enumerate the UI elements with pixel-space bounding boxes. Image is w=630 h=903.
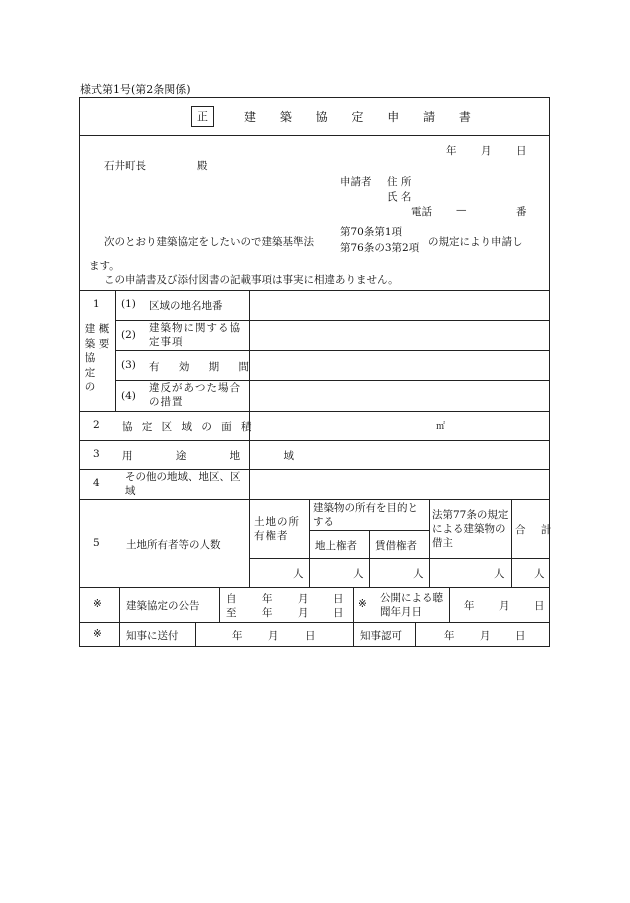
send-month: 月 — [268, 630, 279, 642]
row2-label: 建築物に関する協定事項 — [149, 322, 241, 348]
row4-label: 違反があつた場合の措置 — [149, 382, 241, 408]
row2-num: (2) — [121, 329, 136, 341]
unit-lease: 人 — [413, 568, 424, 580]
section3-label: 用 途 地 域 — [122, 450, 315, 462]
section1-vertical-col2: 概 要 — [98, 323, 110, 350]
form-number: 様式第1号(第2条関係) — [80, 83, 191, 96]
hearing-year: 年 — [464, 600, 475, 612]
section3-number: 3 — [93, 448, 100, 460]
notice-from: 自 — [226, 593, 237, 605]
to-year: 年 — [262, 607, 273, 619]
page-title: 建 築 協 定 申 請 書 — [244, 110, 481, 124]
date-year: 年 — [446, 145, 457, 157]
row4-num: (4) — [121, 390, 136, 402]
section4-number: 4 — [93, 477, 100, 489]
from-day: 日 — [333, 593, 344, 605]
address-label: 住 所 — [387, 176, 412, 188]
send-day: 日 — [305, 630, 316, 642]
approval-day: 日 — [515, 630, 526, 642]
addressee: 石井町長 — [104, 160, 146, 172]
section5-number: 5 — [93, 537, 100, 549]
body-cont: ます。 — [89, 260, 120, 272]
phone-dash: — — [456, 204, 467, 216]
section1-vertical-col1: 建 築 協 定 の — [84, 323, 96, 393]
from-month: 月 — [298, 593, 309, 605]
hearing-mark: ※ — [358, 598, 367, 610]
phone-ban: 番 — [516, 206, 527, 218]
section2-label: 協 定 区 域 の 面 積 — [122, 421, 255, 433]
sei-mark-box — [191, 106, 214, 127]
unit-total: 人 — [534, 568, 545, 580]
approval-label: 知事認可 — [360, 630, 402, 642]
col-total: 合 計 — [515, 524, 558, 536]
section2-number: 2 — [93, 419, 100, 431]
from-year: 年 — [262, 593, 273, 605]
hearing-day: 日 — [534, 600, 545, 612]
col-lease: 賃借権者 — [375, 540, 417, 552]
applicant-label: 申請者 — [340, 176, 372, 188]
unit-surface: 人 — [353, 568, 364, 580]
body-line2: この申請書及び添付図書の記載事項は事実に相違ありません。 — [104, 274, 399, 286]
approval-year: 年 — [444, 630, 455, 642]
row1-num: (1) — [121, 298, 136, 310]
approval-month: 月 — [480, 630, 491, 642]
unit-landowner: 人 — [293, 568, 304, 580]
notice-to: 至 — [226, 607, 237, 619]
to-day: 日 — [333, 607, 344, 619]
col-art77: 法第77条の規定による建築物の借主 — [432, 509, 509, 549]
unit-art77: 人 — [494, 568, 505, 580]
section4-label: その他の地域、地区、区域 — [125, 471, 241, 497]
to-month: 月 — [298, 607, 309, 619]
row1-label: 区域の地名地番 — [149, 300, 223, 312]
col-surface: 地上権者 — [315, 540, 357, 552]
governor-send-label: 知事に送付 — [126, 630, 179, 642]
law-ref-1: 第70条第1項 — [340, 226, 403, 238]
name-label: 氏 名 — [387, 191, 412, 203]
hearing-label: 公開による聴聞年月日 — [380, 592, 443, 618]
date-month: 月 — [481, 145, 492, 157]
governor-mark: ※ — [93, 628, 102, 640]
col-landowner: 土地の所有権者 — [254, 516, 300, 542]
section5-label: 土地所有者等の人数 — [126, 539, 221, 551]
notice-label: 建築協定の公告 — [126, 600, 200, 612]
area-unit: ㎡ — [436, 422, 446, 432]
send-year: 年 — [232, 630, 243, 642]
honorific: 殿 — [197, 160, 208, 172]
row3-label: 有 効 期 間 — [149, 361, 258, 373]
hearing-month: 月 — [499, 600, 510, 612]
law-ref-2: 第76条の3第2項 — [340, 242, 420, 254]
date-day: 日 — [516, 145, 527, 157]
body-after: の規定により申請し — [428, 236, 523, 248]
notice-mark: ※ — [93, 598, 102, 610]
body-before: 次のとおり建築協定をしたいので建築基準法 — [104, 236, 314, 248]
row3-num: (3) — [121, 359, 136, 371]
col-building-purpose: 建築物の所有を目的とする — [313, 502, 418, 528]
phone-label: 電話 — [411, 206, 432, 218]
sei-mark: 正 — [197, 110, 208, 123]
section1-number: 1 — [93, 298, 100, 310]
